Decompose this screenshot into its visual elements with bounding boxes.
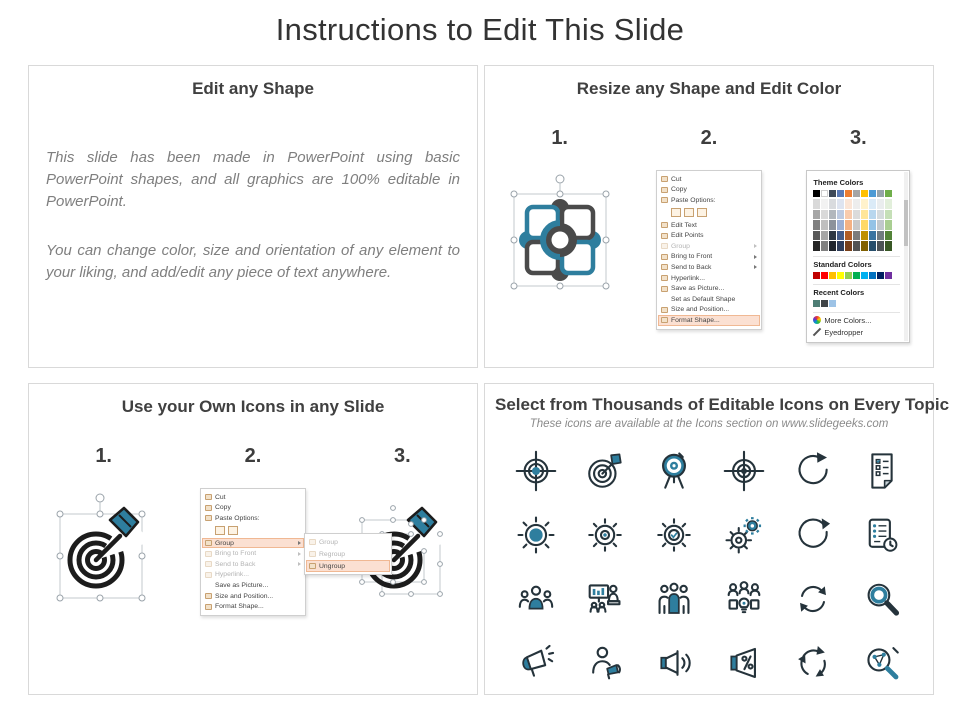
group-menu-wrap xyxy=(200,488,346,616)
menu-item-size-and-position[interactable] xyxy=(658,305,760,316)
menu-item-save-as-picture[interactable] xyxy=(658,283,760,294)
more-colors-item[interactable] xyxy=(813,316,900,325)
megaphone-percent-icon[interactable] xyxy=(723,642,765,684)
divider xyxy=(813,284,900,285)
standard-color-swatch[interactable] xyxy=(861,272,868,279)
menu-item-icon xyxy=(205,582,212,588)
theme-color-variant-swatch[interactable] xyxy=(869,210,876,220)
theme-color-swatch[interactable] xyxy=(877,190,884,197)
resize-steps xyxy=(485,127,933,343)
refresh-circle-icon[interactable] xyxy=(792,514,834,556)
standard-color-swatch[interactable] xyxy=(853,272,860,279)
panel-editable-icons xyxy=(484,383,950,695)
menu-item-icon xyxy=(205,561,212,567)
panel-editable-icons-title: Select from Thousands of Editable Icons on Every Topic xyxy=(495,395,950,414)
theme-color-variant-swatch[interactable] xyxy=(829,231,836,241)
paste-options-thumbnails[interactable] xyxy=(202,524,304,538)
theme-colors-label: Theme Colors xyxy=(813,178,864,187)
menu-item-bring-to-front[interactable] xyxy=(658,252,760,263)
menu-item-label: Hyperlink... xyxy=(214,571,249,579)
theme-color-swatch[interactable] xyxy=(861,190,868,197)
shape-context-menu xyxy=(656,170,762,330)
theme-color-variant-swatch[interactable] xyxy=(845,220,852,230)
menu-item-icon xyxy=(309,551,316,557)
theme-color-variant-swatch[interactable] xyxy=(845,231,852,241)
menu-item-icon xyxy=(661,317,668,323)
theme-color-variant-swatch[interactable] xyxy=(821,199,828,209)
eyedropper-label: Eyedropper xyxy=(824,327,864,337)
theme-color-swatch[interactable] xyxy=(885,190,892,197)
own-icons-step-3 xyxy=(328,445,477,616)
standard-color-swatch[interactable] xyxy=(821,272,828,279)
submenu-arrow-icon xyxy=(298,552,301,556)
theme-color-variant-swatch[interactable] xyxy=(845,199,852,209)
theme-color-variant-swatch[interactable] xyxy=(845,210,852,220)
theme-color-variant-swatch[interactable] xyxy=(885,220,892,230)
step-number-2: 2. xyxy=(700,127,718,149)
color-picker-panel xyxy=(806,170,910,343)
submenu-arrow-icon xyxy=(754,265,757,269)
menu-item-group[interactable] xyxy=(202,538,304,549)
magnifier-network-icon[interactable] xyxy=(861,642,903,684)
menu-item-icon xyxy=(661,286,668,292)
menu-item-label: Group xyxy=(318,538,338,546)
menu-item-icon xyxy=(205,540,212,546)
theme-color-variant-swatch[interactable] xyxy=(869,220,876,230)
menu-item-label: Format Shape... xyxy=(670,316,720,324)
paste-option-thumb[interactable] xyxy=(671,208,681,217)
theme-color-variant-swatch[interactable] xyxy=(813,210,820,220)
theme-color-variant-swatch[interactable] xyxy=(877,241,884,251)
menu-item-icon xyxy=(309,539,316,545)
standard-color-swatch[interactable] xyxy=(813,272,820,279)
menu-item-icon xyxy=(661,296,668,302)
menu-item-regroup xyxy=(306,548,390,560)
menu-item-send-to-back xyxy=(202,559,304,570)
menu-item-group xyxy=(658,241,760,252)
menu-item-icon xyxy=(661,275,668,281)
theme-color-variant-swatch[interactable] xyxy=(813,199,820,209)
menu-item-label: Paste Options: xyxy=(214,514,260,522)
standard-color-swatch[interactable] xyxy=(885,272,892,279)
menu-item-icon xyxy=(661,243,668,249)
menu-item-label: Send to Back xyxy=(214,560,256,568)
menu-item-label: Cut xyxy=(214,493,226,501)
recent-colors-label: Recent Colors xyxy=(813,287,865,297)
paste-option-thumb[interactable] xyxy=(697,208,707,217)
theme-color-variant-swatch[interactable] xyxy=(869,199,876,209)
theme-color-swatch[interactable] xyxy=(853,190,860,197)
selected-quad-shape-graphic xyxy=(500,170,620,308)
submenu-arrow-icon xyxy=(298,562,301,566)
rotation-handle[interactable] xyxy=(556,175,564,183)
menu-item-save-as-picture[interactable] xyxy=(202,580,304,591)
panel-resize-shape-title: Resize any Shape and Edit Color xyxy=(576,79,842,98)
scrollbar-thumb[interactable] xyxy=(904,200,908,246)
edit-shape-paragraph-2: You can change color, size and orientation of any element to your liking, and add/edit any piece of text anywhere. xyxy=(46,242,460,281)
menu-item-paste-options[interactable] xyxy=(658,195,760,206)
menu-item-ungroup[interactable] xyxy=(306,560,390,572)
resize-step-2 xyxy=(634,127,783,343)
theme-color-variant-swatch[interactable] xyxy=(853,241,860,251)
submenu-arrow-icon xyxy=(754,255,757,259)
menu-item-icon xyxy=(205,593,212,599)
theme-color-variant-swatch[interactable] xyxy=(829,199,836,209)
menu-item-label: Ungroup xyxy=(318,562,346,570)
paste-option-thumb[interactable] xyxy=(215,526,225,535)
menu-item-icon xyxy=(205,494,212,500)
slide-title: Instructions to Edit This Slide xyxy=(275,12,685,47)
menu-item-label: Set as Default Shape xyxy=(670,295,736,303)
theme-color-variant-swatch[interactable] xyxy=(821,210,828,220)
standard-color-swatch[interactable] xyxy=(845,272,852,279)
theme-color-variant-swatch[interactable] xyxy=(861,199,868,209)
menu-item-icon xyxy=(309,563,316,569)
recent-color-swatch[interactable] xyxy=(821,300,828,307)
theme-color-variant-swatch[interactable] xyxy=(877,210,884,220)
theme-color-variant-swatch[interactable] xyxy=(869,231,876,241)
standard-colors-row xyxy=(813,272,900,279)
theme-color-swatch[interactable] xyxy=(837,190,844,197)
menu-item-format-shape[interactable] xyxy=(202,601,304,612)
standard-color-swatch[interactable] xyxy=(829,272,836,279)
paste-options-thumbnails[interactable] xyxy=(658,206,760,220)
theme-color-swatch[interactable] xyxy=(813,190,820,197)
menu-item-hyperlink[interactable] xyxy=(658,273,760,284)
color-wheel-icon xyxy=(813,316,821,324)
menu-item-label: Copy xyxy=(214,504,231,512)
icon-grid xyxy=(501,450,917,684)
menu-item-icon xyxy=(661,187,668,193)
more-colors-label: More Colors... xyxy=(824,315,872,325)
menu-item-icon xyxy=(661,222,668,228)
target-dart-icon[interactable] xyxy=(584,450,626,492)
theme-color-variant-swatch[interactable] xyxy=(853,199,860,209)
edit-shape-paragraph-1: This slide has been made in PowerPoint using basic PowerPoint shapes, and all graphics are 100% editable in PowerPoint. xyxy=(46,149,460,210)
paste-option-thumb[interactable] xyxy=(228,526,238,535)
menu-item-format-shape[interactable] xyxy=(658,315,760,326)
menu-item-label: Group xyxy=(214,539,234,547)
theme-color-variant-swatch[interactable] xyxy=(821,231,828,241)
menu-item-icon xyxy=(205,572,212,578)
menu-item-paste-options[interactable] xyxy=(202,513,304,524)
menu-item-label: Bring to Front xyxy=(670,253,713,261)
scrollbar[interactable] xyxy=(904,172,908,341)
theme-color-variant-swatch[interactable] xyxy=(829,220,836,230)
step-number-1: 1. xyxy=(551,127,568,149)
menu-item-set-as-default-shape[interactable] xyxy=(658,294,760,305)
document-checklist-icon[interactable] xyxy=(861,450,903,492)
eyedropper-icon xyxy=(813,328,821,336)
theme-color-variant-swatch[interactable] xyxy=(837,241,844,251)
recent-colors-row xyxy=(813,300,900,307)
menu-item-icon xyxy=(661,254,668,260)
checklist-clock-icon[interactable] xyxy=(861,514,903,556)
group-submenu xyxy=(304,533,392,575)
theme-color-swatch[interactable] xyxy=(821,190,828,197)
theme-color-variant-swatch[interactable] xyxy=(877,231,884,241)
resize-step-3 xyxy=(784,127,933,343)
theme-color-variant-swatch[interactable] xyxy=(861,220,868,230)
sync-arrows-icon[interactable] xyxy=(792,578,834,620)
menu-item-label: Group xyxy=(670,242,690,250)
paste-option-thumb[interactable] xyxy=(684,208,694,217)
submenu-arrow-icon xyxy=(298,541,301,545)
cycle-arrows-icon[interactable] xyxy=(792,642,834,684)
theme-color-variants xyxy=(813,199,900,251)
theme-color-variant-swatch[interactable] xyxy=(853,231,860,241)
own-icons-step-1 xyxy=(29,445,178,616)
menu-item-copy[interactable] xyxy=(658,185,760,196)
theme-color-swatch[interactable] xyxy=(845,190,852,197)
theme-color-swatch[interactable] xyxy=(869,190,876,197)
menu-item-icon xyxy=(661,233,668,239)
theme-color-variant-swatch[interactable] xyxy=(885,210,892,220)
panel-edit-shape xyxy=(28,65,478,368)
theme-color-variant-swatch[interactable] xyxy=(885,241,892,251)
theme-color-variant-swatch[interactable] xyxy=(885,231,892,241)
recent-color-swatch[interactable] xyxy=(813,300,820,307)
menu-item-label: Format Shape... xyxy=(214,603,264,611)
menu-item-edit-points[interactable] xyxy=(658,230,760,241)
menu-item-icon xyxy=(661,197,668,203)
panel-edit-shape-title: Edit any Shape xyxy=(192,79,314,98)
theme-color-variant-swatch[interactable] xyxy=(861,210,868,220)
menu-item-send-to-back[interactable] xyxy=(658,262,760,273)
menu-item-label: Save as Picture... xyxy=(214,581,269,589)
standard-color-swatch[interactable] xyxy=(837,272,844,279)
theme-color-variant-swatch[interactable] xyxy=(877,220,884,230)
team-speaker-icon[interactable] xyxy=(515,578,557,620)
target-crosshair-icon[interactable] xyxy=(515,450,557,492)
menu-item-icon xyxy=(661,176,668,182)
menu-item-label: Cut xyxy=(670,175,682,183)
theme-color-variant-swatch[interactable] xyxy=(829,210,836,220)
recent-color-swatch[interactable] xyxy=(829,300,836,307)
menu-item-label: Hyperlink... xyxy=(670,274,705,282)
rotate-arrow-icon[interactable] xyxy=(792,450,834,492)
dartboard-stand-icon[interactable] xyxy=(653,450,695,492)
editable-icons-subtitle: These icons are available at the Icons section on www.slidegeeks.com xyxy=(529,418,889,430)
megaphone-icon[interactable] xyxy=(515,642,557,684)
theme-color-variant-swatch[interactable] xyxy=(821,220,828,230)
panel-own-icons-title: Use your Own Icons in any Slide xyxy=(121,397,385,416)
divider xyxy=(813,312,900,313)
person-megaphone-icon[interactable] xyxy=(584,642,626,684)
menu-item-label: Bring to Front xyxy=(214,550,257,558)
theme-color-variant-swatch[interactable] xyxy=(837,231,844,241)
gears-double-icon[interactable] xyxy=(723,514,765,556)
theme-color-variant-swatch[interactable] xyxy=(853,210,860,220)
menu-item-label: Edit Points xyxy=(670,232,704,240)
menu-item-label: Paste Options: xyxy=(670,196,716,204)
group-context-menu xyxy=(200,488,306,616)
team-group-icon[interactable] xyxy=(653,578,695,620)
menu-item-cut[interactable] xyxy=(658,174,760,185)
magnifier-icon[interactable] xyxy=(861,578,903,620)
divider xyxy=(813,256,900,257)
presentation-audience-icon[interactable] xyxy=(584,578,626,620)
menu-item-label: Copy xyxy=(670,186,687,194)
menu-item-edit-text[interactable] xyxy=(658,220,760,231)
crosshair-scope-icon[interactable] xyxy=(723,450,765,492)
menu-item-icon xyxy=(661,264,668,270)
menu-item-icon xyxy=(205,515,212,521)
menu-item-bring-to-front xyxy=(202,548,304,559)
eyedropper-item[interactable] xyxy=(813,328,900,337)
menu-item-label: Save as Picture... xyxy=(670,285,725,293)
theme-color-variant-swatch[interactable] xyxy=(837,210,844,220)
megaphone-waves-icon[interactable] xyxy=(653,642,695,684)
theme-color-variant-swatch[interactable] xyxy=(813,241,820,251)
own-icons-steps xyxy=(29,445,477,616)
theme-color-variant-swatch[interactable] xyxy=(821,241,828,251)
theme-color-variant-swatch[interactable] xyxy=(877,199,884,209)
menu-item-label: Regroup xyxy=(318,550,346,558)
team-idea-icon[interactable] xyxy=(723,578,765,620)
submenu-arrow-icon xyxy=(754,244,757,248)
standard-colors-label: Standard Colors xyxy=(813,259,872,269)
menu-item-cut[interactable] xyxy=(202,492,304,503)
rotation-handle[interactable] xyxy=(96,494,104,502)
theme-color-variant-swatch[interactable] xyxy=(837,199,844,209)
menu-item-icon xyxy=(661,307,668,313)
menu-item-copy[interactable] xyxy=(202,503,304,514)
menu-item-icon xyxy=(205,551,212,557)
resize-step-1 xyxy=(485,127,634,343)
theme-color-variant-swatch[interactable] xyxy=(861,231,868,241)
menu-item-label: Edit Text xyxy=(670,221,697,229)
theme-color-variant-swatch[interactable] xyxy=(813,231,820,241)
panel-resize-shape xyxy=(484,65,934,368)
step-number-3: 3. xyxy=(849,127,867,149)
menu-item-icon xyxy=(205,505,212,511)
gear-dot-icon[interactable] xyxy=(584,514,626,556)
panel-own-icons xyxy=(28,383,478,695)
standard-color-swatch[interactable] xyxy=(869,272,876,279)
gear-filled-icon[interactable] xyxy=(515,514,557,556)
theme-color-variant-swatch[interactable] xyxy=(861,241,868,251)
step-number-1: 1. xyxy=(95,445,112,467)
menu-item-label: Size and Position... xyxy=(670,306,730,314)
step-number-2: 2. xyxy=(244,445,262,467)
theme-color-swatch[interactable] xyxy=(829,190,836,197)
selected-target-icon-graphic xyxy=(48,488,160,614)
own-icons-step-2 xyxy=(178,445,346,616)
step-number-3: 3. xyxy=(393,445,411,467)
theme-color-variant-swatch[interactable] xyxy=(869,241,876,251)
theme-color-variant-swatch[interactable] xyxy=(853,220,860,230)
standard-color-swatch[interactable] xyxy=(877,272,884,279)
theme-color-variant-swatch[interactable] xyxy=(829,241,836,251)
theme-color-variant-swatch[interactable] xyxy=(885,199,892,209)
menu-item-group xyxy=(306,536,390,548)
theme-color-variant-swatch[interactable] xyxy=(813,220,820,230)
menu-item-label: Send to Back xyxy=(670,263,712,271)
menu-item-size-and-position[interactable] xyxy=(202,591,304,602)
menu-item-hyperlink xyxy=(202,570,304,581)
menu-item-label: Size and Position... xyxy=(214,592,274,600)
menu-item-icon xyxy=(205,604,212,610)
theme-color-variant-swatch[interactable] xyxy=(845,241,852,251)
gear-check-icon[interactable] xyxy=(653,514,695,556)
theme-colors-row xyxy=(813,190,900,197)
theme-color-variant-swatch[interactable] xyxy=(837,220,844,230)
